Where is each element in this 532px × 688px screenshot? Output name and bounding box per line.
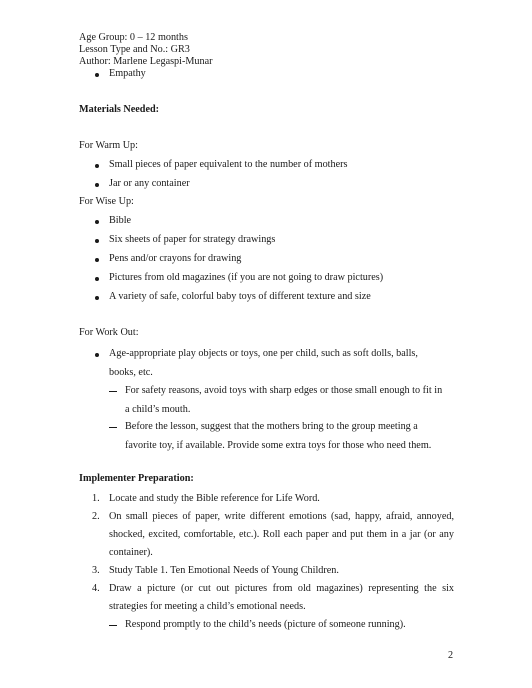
step-line: Study Table 1. Ten Emotional Needs of Young Children. [109, 565, 339, 576]
preparation-heading: Implementer Preparation: [79, 473, 194, 484]
bullet-icon [95, 277, 99, 281]
page-number: 2 [448, 650, 454, 661]
step-line: Draw a picture (or cut out pictures from old magazines) representing the six [109, 583, 454, 594]
bullet-icon [95, 220, 99, 224]
wise-up-item: Pictures from old magazines (if you are not going to draw pictures) [109, 272, 384, 283]
step-line: On small pieces of paper, write different emotions (sad, happy, afraid, annoyed, [109, 511, 454, 522]
work-out-item-line: Age-appropriate play objects or toys, one per child, such as soft dolls, balls, [109, 348, 418, 359]
bullet-icon [95, 353, 99, 357]
work-out-label: For Work Out: [79, 327, 139, 338]
step-number: 1. [92, 493, 100, 504]
work-out-item-line: books, etc. [109, 367, 153, 378]
step-line: Locate and study the Bible reference for Life Word. [109, 493, 320, 504]
work-out-subitem-line: a child’s mouth. [125, 404, 191, 415]
bullet-icon [95, 164, 99, 168]
dash-icon [109, 391, 117, 392]
work-out-subitem-line: favorite toy, if available. Provide some extra toys for those who need them. [125, 440, 432, 451]
materials-heading: Materials Needed: [79, 104, 160, 115]
wise-up-item: Bible [109, 215, 132, 226]
dash-icon [109, 625, 117, 626]
wise-up-item: Pens and/or crayons for drawing [109, 253, 242, 264]
bullet-icon [95, 183, 99, 187]
step-line: strategies for meeting a child’s emotional needs. [109, 601, 306, 612]
age-group-line: Age Group: 0 – 12 months [79, 32, 188, 43]
warm-up-item: Small pieces of paper equivalent to the number of mothers [109, 159, 348, 170]
dash-icon [109, 427, 117, 428]
topic-item: Empathy [109, 68, 146, 79]
bullet-icon [95, 239, 99, 243]
bullet-icon [95, 73, 99, 77]
author-line: Author: Marlene Legaspi-Munar [79, 56, 213, 67]
warm-up-label: For Warm Up: [79, 140, 138, 151]
step-line: shocked, excited, comfortable, etc.). Roll each paper and put them in a jar (or any [109, 529, 454, 540]
work-out-subitem-line: Before the lesson, suggest that the mothers bring to the group meeting a [125, 421, 418, 432]
lesson-line: Lesson Type and No.: GR3 [79, 44, 190, 55]
wise-up-item: A variety of safe, colorful baby toys of different texture and size [109, 291, 371, 302]
work-out-subitem-line: For safety reasons, avoid toys with sharp edges or those small enough to fit in [125, 385, 443, 396]
wise-up-item: Six sheets of paper for strategy drawings [109, 234, 276, 245]
bullet-icon [95, 258, 99, 262]
step-number: 3. [92, 565, 100, 576]
wise-up-label: For Wise Up: [79, 196, 134, 207]
sub-step-line: Respond promptly to the child’s needs (picture of someone running). [125, 619, 406, 630]
step-number: 2. [92, 511, 100, 522]
step-line: container). [109, 547, 153, 558]
step-number: 4. [92, 583, 100, 594]
warm-up-item: Jar or any container [109, 178, 190, 189]
bullet-icon [95, 296, 99, 300]
